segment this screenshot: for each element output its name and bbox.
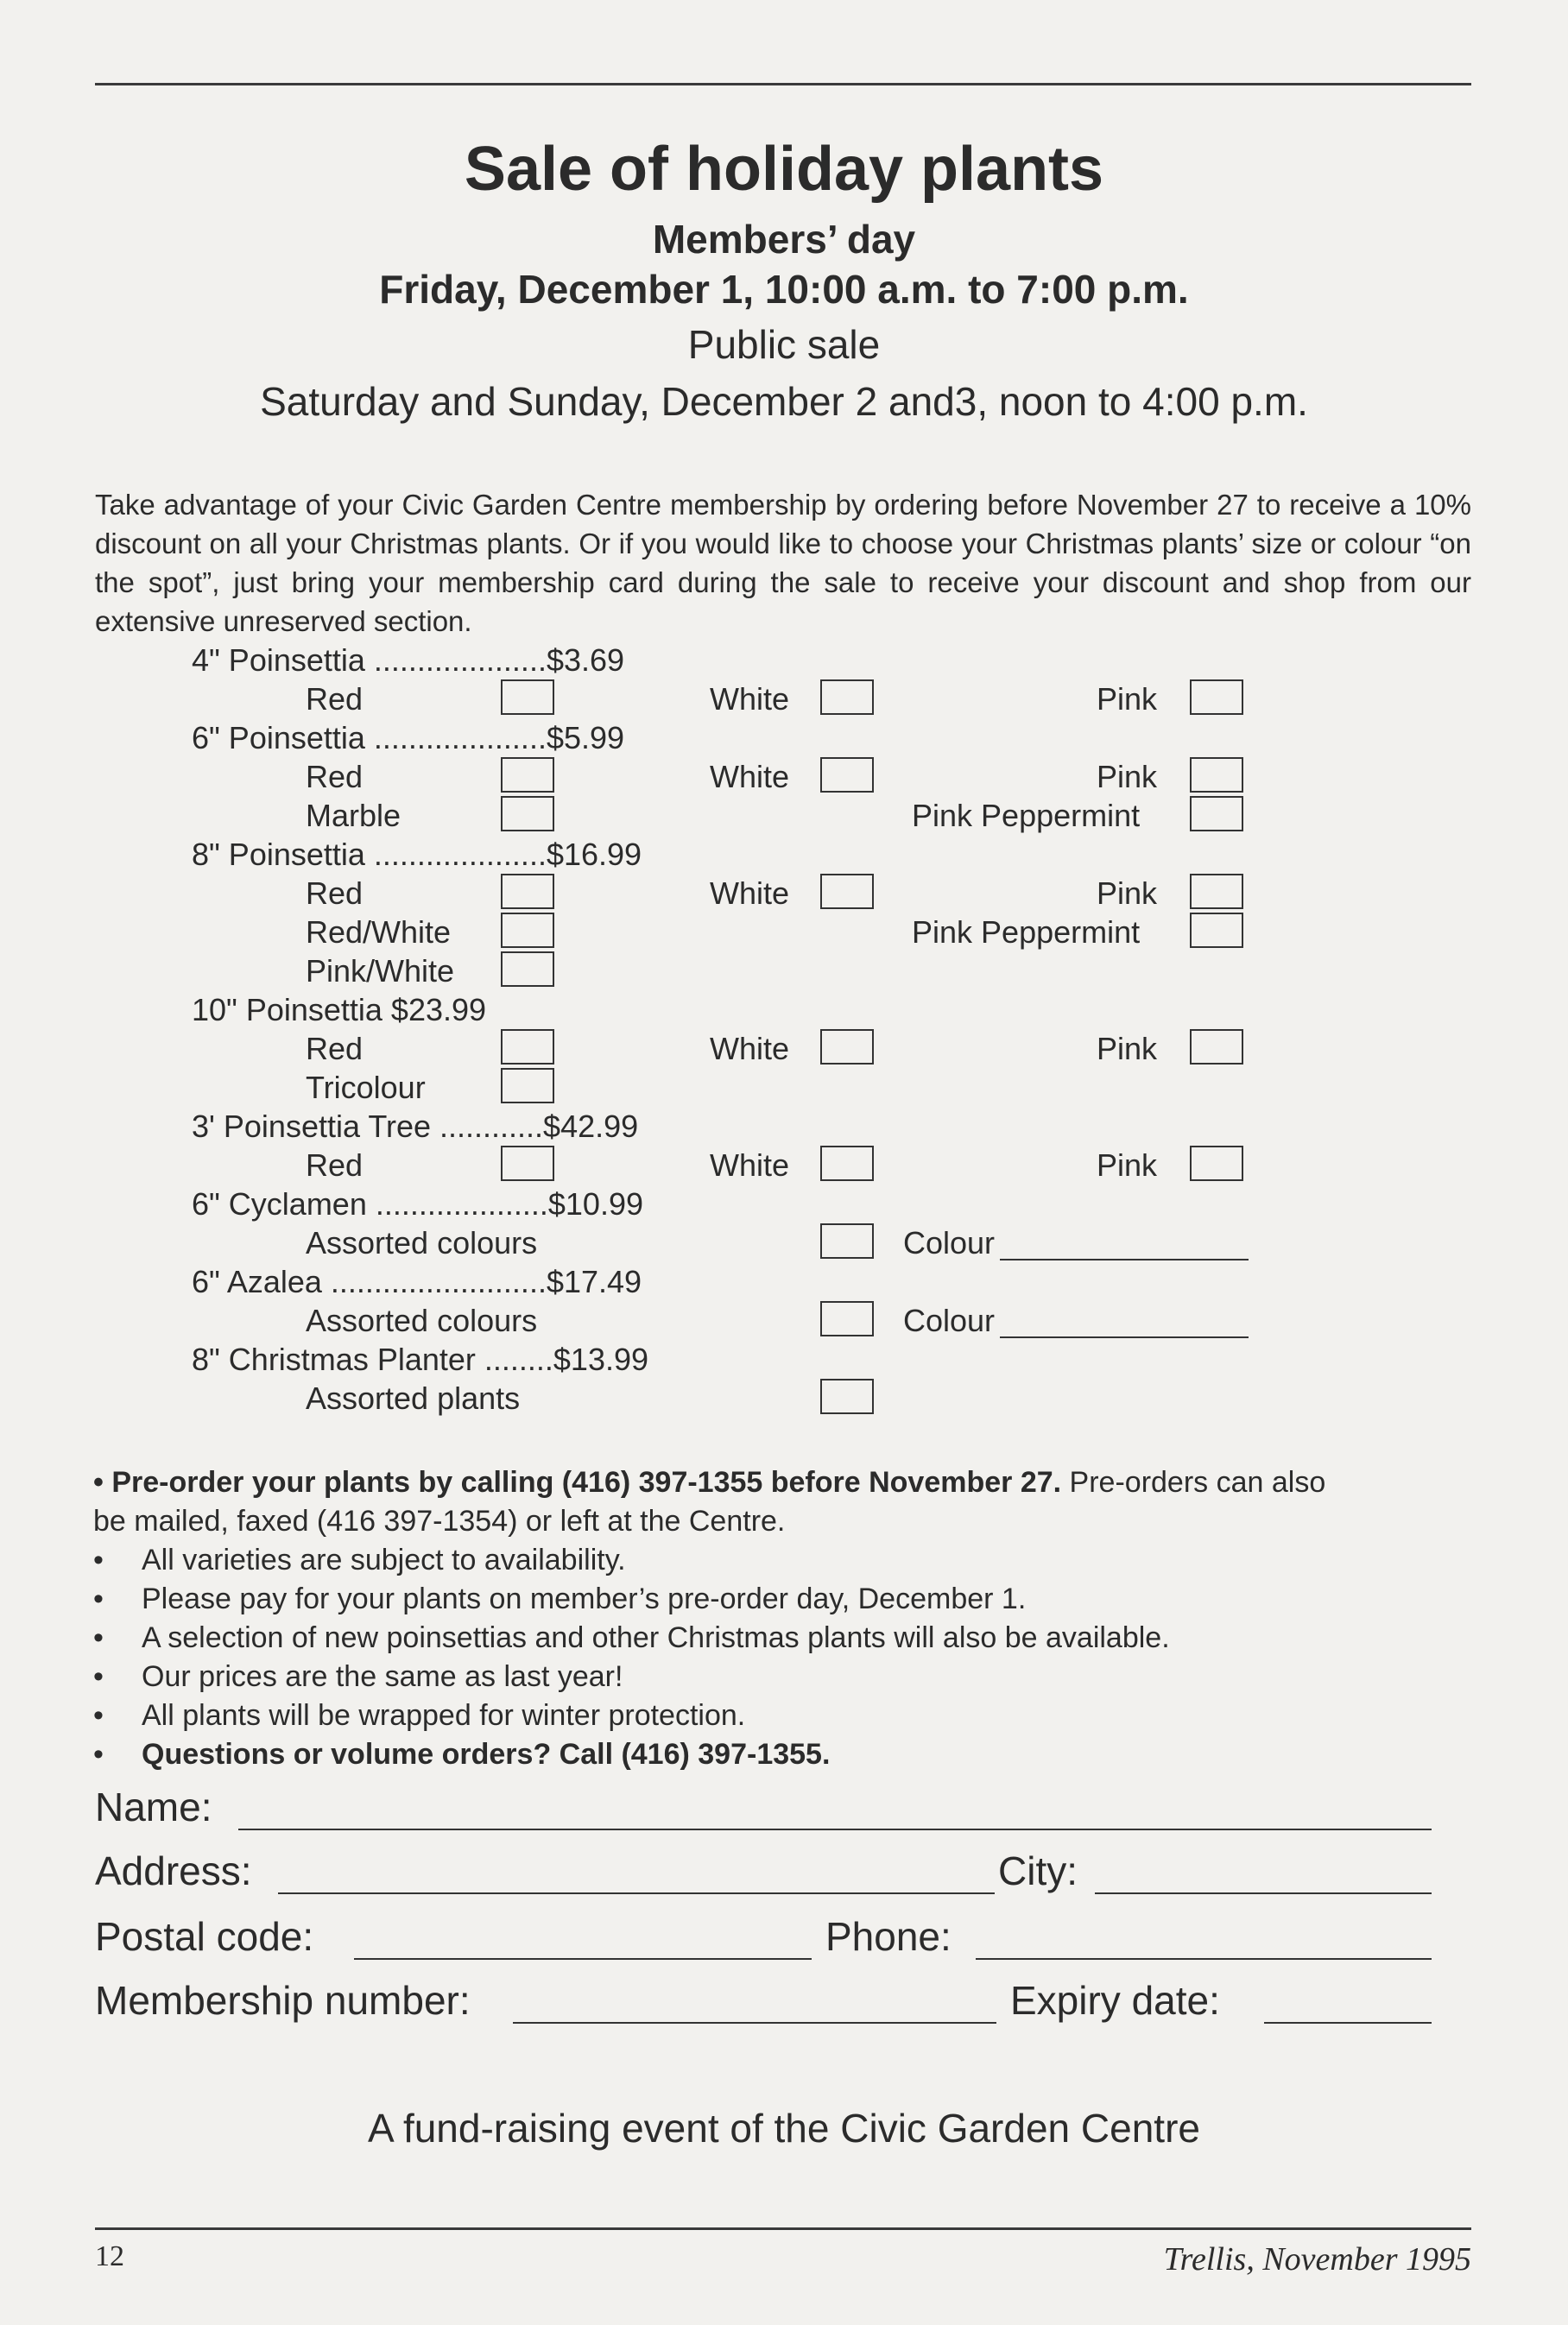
members-day-heading: Members’ day: [652, 217, 916, 262]
bullet-char: •: [93, 1544, 104, 1576]
bullet-char: •: [93, 1738, 104, 1771]
bullet-char: •: [93, 1699, 104, 1732]
option-label-red: Red: [306, 1031, 364, 1066]
checkbox-tree-pink[interactable]: [1190, 1146, 1243, 1181]
option-label-pink-peppermint: Pink Peppermint: [912, 914, 1141, 950]
membership-number-label: Membership number:: [95, 1978, 471, 2023]
city-field[interactable]: [1095, 1892, 1432, 1894]
page-number: 12: [95, 2240, 124, 2272]
bullet-questions: Questions or volume orders? Call (416) 397-1355.: [142, 1738, 831, 1771]
option-label-assorted-colours: Assorted colours: [306, 1225, 538, 1260]
option-label-pink: Pink: [1097, 875, 1158, 911]
checkbox-tree-white[interactable]: [820, 1146, 874, 1181]
checkbox-8in-pink-white[interactable]: [501, 951, 554, 987]
option-label-red-white: Red/White: [306, 914, 452, 950]
product-6in-poinsettia: 6" Poinsettia ....................$5.99: [192, 720, 625, 755]
bullet-prices: Our prices are the same as last year!: [142, 1660, 623, 1693]
azalea-colour-field[interactable]: [1000, 1336, 1249, 1338]
top-rule: [95, 83, 1471, 85]
option-label-white: White: [710, 875, 790, 911]
name-field[interactable]: [238, 1829, 1432, 1830]
checkbox-6in-pink-peppermint[interactable]: [1190, 796, 1243, 831]
option-label-pink: Pink: [1097, 759, 1158, 794]
phone-label: Phone:: [825, 1914, 952, 1959]
option-label-colour: Colour: [903, 1225, 996, 1260]
option-label-pink: Pink: [1097, 681, 1158, 717]
bullet-payment: Please pay for your plants on member’s pre-order day, December 1.: [142, 1583, 1027, 1615]
public-sale-time: Saturday and Sunday, December 2 and3, noon to 4:00 p.m.: [260, 379, 1308, 424]
bullet-wrapped: All plants will be wrapped for winter protection.: [142, 1699, 746, 1732]
checkbox-10in-pink[interactable]: [1190, 1029, 1243, 1065]
product-8in-poinsettia: 8" Poinsettia ....................$16.99: [192, 837, 642, 872]
checkbox-4in-white[interactable]: [820, 679, 874, 715]
bullet-char: •: [93, 1660, 104, 1693]
option-label-white: White: [710, 681, 790, 717]
phone-field[interactable]: [976, 1958, 1432, 1960]
preorder-line-2: be mailed, faxed (416 397-1354) or left at the Centre.: [93, 1505, 786, 1538]
option-label-white: White: [710, 759, 790, 794]
option-label-pink-peppermint: Pink Peppermint: [912, 798, 1141, 833]
bullet-char: •: [93, 1583, 104, 1615]
checkbox-tree-red[interactable]: [501, 1146, 554, 1181]
checkbox-6in-red[interactable]: [501, 757, 554, 793]
name-label: Name:: [95, 1785, 212, 1829]
checkbox-cyclamen-assorted[interactable]: [820, 1223, 874, 1259]
checkbox-6in-pink[interactable]: [1190, 757, 1243, 793]
product-10in-poinsettia: 10" Poinsettia $23.99: [192, 992, 487, 1027]
address-field[interactable]: [278, 1892, 995, 1894]
public-sale-heading: Public sale: [687, 322, 881, 367]
option-label-pink: Pink: [1097, 1031, 1158, 1066]
checkbox-10in-tricolour[interactable]: [501, 1068, 554, 1103]
option-label-assorted-plants: Assorted plants: [306, 1380, 521, 1416]
preorder-line: [93, 1465, 1325, 1500]
address-label: Address:: [95, 1848, 252, 1893]
option-label-pink-white: Pink/White: [306, 953, 455, 989]
bullet-char: •: [93, 1621, 104, 1654]
postal-code-label: Postal code:: [95, 1914, 314, 1959]
product-christmas-planter: 8" Christmas Planter ........$13.99: [192, 1342, 649, 1377]
option-label-red: Red: [306, 681, 364, 717]
checkbox-10in-red[interactable]: [501, 1029, 554, 1065]
expiry-date-field[interactable]: [1264, 2022, 1432, 2024]
checkbox-planter-assorted[interactable]: [820, 1379, 874, 1414]
membership-number-field[interactable]: [513, 2022, 996, 2024]
bullet-availability: All varieties are subject to availability.: [142, 1544, 626, 1576]
checkbox-10in-white[interactable]: [820, 1029, 874, 1065]
postal-code-field[interactable]: [354, 1958, 812, 1960]
checkbox-4in-pink[interactable]: [1190, 679, 1243, 715]
option-label-marble: Marble: [306, 798, 401, 833]
option-label-assorted-colours: Assorted colours: [306, 1303, 538, 1338]
city-label: City:: [998, 1848, 1078, 1893]
checkbox-8in-pink[interactable]: [1190, 874, 1243, 909]
option-label-red: Red: [306, 875, 364, 911]
product-azalea: 6" Azalea .........................$17.49: [192, 1264, 642, 1299]
preorder-bold: • Pre-order your plants by calling (416) 397-1355 before November 27.: [93, 1466, 1062, 1499]
publication-credit: Trellis, November 1995: [1163, 2241, 1471, 2278]
preorder-rest: Pre-orders can also: [1061, 1466, 1326, 1499]
option-label-colour: Colour: [903, 1303, 996, 1338]
checkbox-4in-red[interactable]: [501, 679, 554, 715]
checkbox-8in-red[interactable]: [501, 874, 554, 909]
product-4in-poinsettia: 4" Poinsettia ....................$3.69: [192, 642, 625, 678]
checkbox-8in-pink-peppermint[interactable]: [1190, 913, 1243, 948]
product-cyclamen: 6" Cyclamen ....................$10.99: [192, 1186, 644, 1222]
members-day-time: Friday, December 1, 10:00 a.m. to 7:00 p.m.: [379, 267, 1189, 312]
bullet-selection: A selection of new poinsettias and other Christmas plants will also be available.: [142, 1621, 1170, 1654]
option-label-pink: Pink: [1097, 1147, 1158, 1183]
option-label-tricolour: Tricolour: [306, 1070, 426, 1105]
cyclamen-colour-field[interactable]: [1000, 1259, 1249, 1260]
option-label-red: Red: [306, 759, 364, 794]
checkbox-6in-white[interactable]: [820, 757, 874, 793]
checkbox-8in-red-white[interactable]: [501, 913, 554, 948]
intro-paragraph: Take advantage of your Civic Garden Centre membership by ordering before November 27 to receive a 10% discount on all your Christmas plants. Or if you would like to choose your Christmas plants’ size or colour “on the spot”, just bring your membership card during the sale to receive your discount and shop from our extensive unreserved section.: [95, 489, 1471, 637]
product-poinsettia-tree: 3' Poinsettia Tree ............$42.99: [192, 1109, 639, 1144]
checkbox-6in-marble[interactable]: [501, 796, 554, 831]
expiry-date-label: Expiry date:: [1010, 1978, 1220, 2023]
page-title: Sale of holiday plants: [464, 135, 1104, 204]
checkbox-8in-white[interactable]: [820, 874, 874, 909]
option-label-white: White: [710, 1031, 790, 1066]
bottom-rule: [95, 2227, 1471, 2230]
fundraising-line: A fund-raising event of the Civic Garden Centre: [368, 2106, 1200, 2151]
option-label-white: White: [710, 1147, 790, 1183]
option-label-red: Red: [306, 1147, 364, 1183]
checkbox-azalea-assorted[interactable]: [820, 1301, 874, 1336]
